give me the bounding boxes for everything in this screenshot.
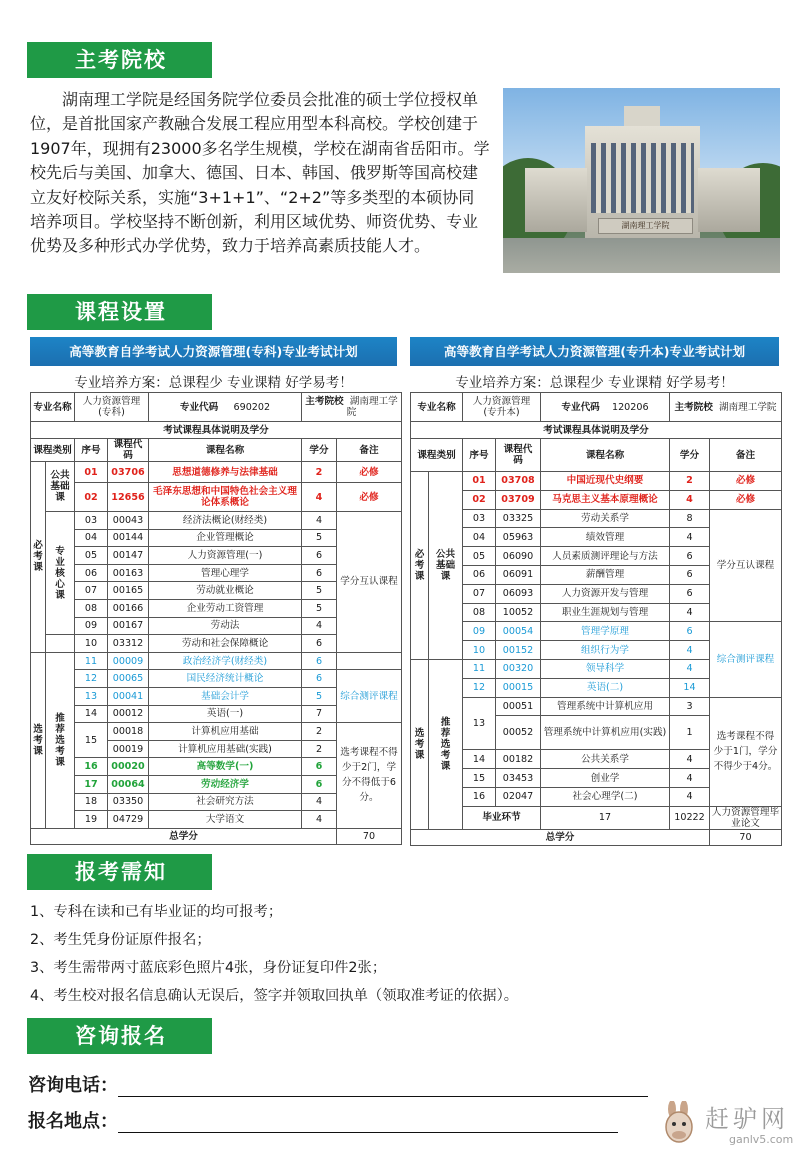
course-credit: 4 — [302, 617, 337, 635]
section-header-school: 主考院校 — [27, 42, 212, 78]
building-wing — [525, 168, 587, 232]
school-plaque: 湖南理工学院 — [598, 218, 693, 234]
course-seq: 02 — [75, 483, 108, 512]
course-seq: 04 — [75, 529, 108, 547]
major-code-value: 690202 — [233, 401, 271, 413]
course-seq: 08 — [463, 603, 496, 622]
course-name: 劳动关系学 — [541, 509, 670, 528]
consult-address-label: 报名地点： — [28, 1111, 118, 1132]
course-name: 薪酬管理 — [541, 565, 670, 584]
course-credit: 4 — [670, 528, 710, 547]
consult-address-row — [28, 1107, 618, 1133]
major-value: 人力资源管理 (专升本) — [463, 393, 541, 422]
course-code: 02047 — [496, 787, 541, 806]
course-credit: 4 — [670, 659, 710, 678]
category-elective: 选考课 — [411, 659, 429, 829]
course-name: 计算机应用基础(实践) — [149, 740, 302, 758]
course-name: 企业管理概论 — [149, 529, 302, 547]
course-seq: 09 — [75, 617, 108, 635]
table-row — [31, 393, 402, 422]
course-note: 选考课程不得少于1门，学分不得少于4分。 — [710, 697, 782, 806]
zk-plan-table — [30, 392, 402, 845]
course-seq: 11 — [75, 652, 108, 670]
section-header-consult: 咨询报名 — [27, 1018, 212, 1054]
course-name: 大学语文 — [149, 811, 302, 829]
course-name: 创业学 — [541, 769, 670, 788]
course-seq: 13 — [463, 697, 496, 750]
course-seq: 18 — [75, 793, 108, 811]
table-row — [31, 512, 402, 530]
building-wing — [698, 168, 760, 232]
course-name: 劳动和社会保障概论 — [149, 635, 302, 653]
course-credit: 1 — [670, 716, 710, 750]
category-recommended: 推荐选考课 — [429, 659, 463, 829]
table-row — [411, 697, 782, 716]
course-seq: 08 — [75, 599, 108, 617]
course-code: 00064 — [108, 775, 149, 793]
building-windows — [591, 143, 694, 213]
table-row — [31, 723, 402, 741]
section-header-courses: 课程设置 — [27, 294, 212, 330]
zk-table-subtitle: 专业培养方案：总课程少 专业课精 好学易考！ — [74, 375, 353, 391]
course-name: 管理系统中计算机应用(实践) — [541, 716, 670, 750]
course-seq: 11 — [463, 659, 496, 678]
empty-cell — [337, 652, 402, 670]
course-name: 马克思主义基本原理概论 — [541, 490, 670, 509]
header-code: 课程代码 — [496, 439, 541, 472]
header-note: 备注 — [710, 439, 782, 472]
course-credit: 6 — [670, 622, 710, 641]
course-credit: 7 — [302, 705, 337, 723]
course-credit: 3 — [670, 697, 710, 716]
requirement-item: 1、专科在读和已有毕业证的均可报考； — [30, 904, 283, 920]
course-code: 00015 — [496, 678, 541, 697]
header-credit: 学分 — [670, 439, 710, 472]
major-code-label: 专业代码 — [179, 401, 219, 413]
course-credit: 14 — [670, 678, 710, 697]
course-name: 职业生涯规划与管理 — [541, 603, 670, 622]
course-code: 04729 — [108, 811, 149, 829]
school-value: 湖南理工学院 — [718, 401, 777, 413]
course-code: 06093 — [496, 584, 541, 603]
course-seq: 06 — [463, 565, 496, 584]
table-row — [31, 422, 402, 439]
course-code: 00165 — [108, 582, 149, 600]
course-credit: 6 — [670, 547, 710, 566]
course-code: 03350 — [108, 793, 149, 811]
section-header-requirements: 报考需知 — [27, 854, 212, 890]
school-cell — [302, 393, 402, 422]
course-code: 00144 — [108, 529, 149, 547]
course-seq: 09 — [463, 622, 496, 641]
course-name: 劳动就业概论 — [149, 582, 302, 600]
zk-table-title: 高等教育自学考试人力资源管理(专科)专业考试计划 — [30, 337, 397, 366]
course-code: 00018 — [108, 723, 149, 741]
course-seq: 15 — [463, 769, 496, 788]
course-note: 必修 — [337, 483, 402, 512]
course-note: 必修 — [710, 490, 782, 509]
course-credit: 6 — [302, 652, 337, 670]
course-note: 必修 — [710, 472, 782, 491]
plaza — [503, 238, 780, 273]
course-note: 综合测评课程 — [337, 670, 402, 723]
zsb-plan-table — [410, 392, 782, 846]
table-row — [411, 622, 782, 641]
course-credit: 5 — [302, 687, 337, 705]
course-code: 00052 — [496, 716, 541, 750]
course-credit: 4 — [302, 811, 337, 829]
table-row — [31, 828, 402, 844]
course-seq: 16 — [75, 758, 108, 776]
course-note: 必修 — [337, 462, 402, 483]
course-credit: 4 — [670, 490, 710, 509]
course-name: 英语(一) — [149, 705, 302, 723]
course-credit: 2 — [302, 462, 337, 483]
course-name: 人力资源管理(一) — [149, 547, 302, 565]
table-row — [411, 490, 782, 509]
major-code-value: 120206 — [611, 401, 649, 413]
course-name: 中国近现代史纲要 — [541, 472, 670, 491]
table-row — [411, 422, 782, 439]
site-logo[interactable] — [655, 1095, 795, 1155]
course-code: 03708 — [496, 472, 541, 491]
course-name: 社会研究方法 — [149, 793, 302, 811]
zsb-table-title: 高等教育自学考试人力资源管理(专升本)专业考试计划 — [410, 337, 779, 366]
course-seq: 05 — [75, 547, 108, 565]
total-value: 70 — [337, 828, 402, 844]
table-row — [411, 509, 782, 528]
course-name: 公共关系学 — [541, 750, 670, 769]
course-seq: 14 — [75, 705, 108, 723]
table-row — [411, 806, 782, 829]
category-required: 必考课 — [31, 462, 46, 653]
course-name: 英语(二) — [541, 678, 670, 697]
course-name: 国民经济统计概论 — [149, 670, 302, 688]
major-code-label: 专业代码 — [561, 401, 600, 413]
course-code: 12656 — [108, 483, 149, 512]
logo-text: 赶驴网 — [705, 1105, 789, 1133]
course-credit: 6 — [302, 564, 337, 582]
course-code: 00043 — [108, 512, 149, 530]
course-code: 00019 — [108, 740, 149, 758]
major-code-cell — [149, 393, 302, 422]
course-note: 选考课程不得少于2门，学分不得低于6分。 — [337, 723, 402, 829]
table-row — [411, 829, 782, 845]
course-credit: 2 — [670, 472, 710, 491]
category-public: 公共基础课 — [429, 472, 463, 660]
course-credit: 2 — [302, 740, 337, 758]
donkey-icon — [660, 1101, 698, 1145]
course-name: 政治经济学(财经类) — [149, 652, 302, 670]
course-seq: 15 — [75, 723, 108, 758]
course-name: 管理系统中计算机应用 — [541, 697, 670, 716]
major-label: 专业名称 — [31, 393, 75, 422]
course-seq: 05 — [463, 547, 496, 566]
course-code: 00152 — [496, 641, 541, 660]
course-seq: 16 — [463, 787, 496, 806]
course-seq: 01 — [75, 462, 108, 483]
course-name: 毛泽东思想和中国特色社会主义理论体系概论 — [149, 483, 302, 512]
course-note: 综合测评课程 — [710, 622, 782, 697]
course-code: 03312 — [108, 635, 149, 653]
table-row — [31, 439, 402, 462]
table-row — [31, 670, 402, 688]
course-code: 00163 — [108, 564, 149, 582]
category-required: 必考课 — [411, 472, 429, 660]
requirement-item: 2、考生凭身份证原件报名； — [30, 932, 211, 948]
course-code: 00009 — [108, 652, 149, 670]
course-code: 10052 — [496, 603, 541, 622]
course-name: 思想道德修养与法律基础 — [149, 462, 302, 483]
course-name: 经济法概论(财经类) — [149, 512, 302, 530]
course-seq: 01 — [463, 472, 496, 491]
major-code-cell — [541, 393, 670, 422]
course-seq: 03 — [463, 509, 496, 528]
school-label: 主考院校 — [674, 401, 713, 413]
school-cell — [670, 393, 782, 422]
zsb-table-subtitle: 专业培养方案：总课程少 专业课精 好学易考！ — [455, 375, 734, 391]
course-name: 计算机应用基础 — [149, 723, 302, 741]
category-elective: 选考课 — [31, 652, 46, 828]
course-credit: 4 — [670, 641, 710, 660]
major-value: 人力资源管理 (专科) — [75, 393, 149, 422]
course-seq: 12 — [75, 670, 108, 688]
course-code: 00051 — [496, 697, 541, 716]
course-code: 03709 — [496, 490, 541, 509]
course-credit: 4 — [670, 750, 710, 769]
course-credit: 6 — [302, 670, 337, 688]
course-seq: 07 — [75, 582, 108, 600]
course-credit: 4 — [302, 483, 337, 512]
course-credit: 5 — [302, 582, 337, 600]
course-note: 学分互认课程 — [337, 512, 402, 653]
table-row — [411, 439, 782, 472]
course-seq: 06 — [75, 564, 108, 582]
course-seq: 17 — [541, 806, 670, 829]
requirement-item: 4、考生校对报名信息确认无误后，签字并领取回执单（领取准考证的依据）。 — [30, 988, 519, 1004]
course-credit: 6 — [302, 758, 337, 776]
course-code: 06091 — [496, 565, 541, 584]
course-credit: 6 — [302, 635, 337, 653]
consult-phone-label: 咨询电话： — [28, 1075, 118, 1096]
course-name: 人员素质测评理论与方法 — [541, 547, 670, 566]
course-code: 03325 — [496, 509, 541, 528]
total-label: 总学分 — [411, 829, 710, 845]
major-label: 专业名称 — [411, 393, 463, 422]
school-intro: 湖南理工学院是经国务院学位委员会批准的硕士学位授权单位，是首批国家产教融合发展工程应用型本科高校。学校创建于1907年，现拥有23000多名学生规模，学校在湖南省岳阳市。学校先后与美国、加拿大、德国、日本、韩国、俄罗斯等国高校建立友好校际关系，实施“3+1+1”、“2+2”等多类型的本硕协同培养项目。学校坚持不断创新，利用区域优势、师资优势、专业优势及多种形式办学优势，致力于培养高素质技能人才。 — [30, 90, 490, 256]
header-seq: 序号 — [463, 439, 496, 472]
course-seq: 14 — [463, 750, 496, 769]
course-note: 学分互认课程 — [710, 509, 782, 622]
course-code: 10222 — [670, 806, 710, 829]
campus-photo — [503, 88, 780, 273]
course-seq: 13 — [75, 687, 108, 705]
course-seq: 12 — [463, 678, 496, 697]
course-seq: 03 — [75, 512, 108, 530]
category-core: 专业核心课 — [46, 512, 75, 635]
header-name: 课程名称 — [541, 439, 670, 472]
course-code: 00020 — [108, 758, 149, 776]
header-note: 备注 — [337, 439, 402, 462]
course-code: 00166 — [108, 599, 149, 617]
course-name: 绩效管理 — [541, 528, 670, 547]
course-code: 00012 — [108, 705, 149, 723]
course-credit: 6 — [302, 547, 337, 565]
course-name: 劳动经济学 — [149, 775, 302, 793]
total-value: 70 — [710, 829, 782, 845]
category-public: 公共基础课 — [46, 462, 75, 512]
course-credit: 5 — [302, 529, 337, 547]
course-credit: 5 — [302, 599, 337, 617]
course-credit: 8 — [670, 509, 710, 528]
course-code: 06090 — [496, 547, 541, 566]
school-label: 主考院校 — [305, 396, 344, 407]
course-seq: 04 — [463, 528, 496, 547]
course-name: 管理学原理 — [541, 622, 670, 641]
header-seq: 序号 — [75, 439, 108, 462]
requirement-item: 3、考生需带两寸蓝底彩色照片4张，身份证复印件2张； — [30, 960, 387, 976]
course-code: 00182 — [496, 750, 541, 769]
category-graduation: 毕业环节 — [463, 806, 541, 829]
detail-label: 考试课程具体说明及学分 — [31, 422, 402, 439]
course-code: 00065 — [108, 670, 149, 688]
table-row — [31, 652, 402, 670]
table-row — [411, 393, 782, 422]
course-seq: 10 — [75, 635, 108, 653]
header-credit: 学分 — [302, 439, 337, 462]
course-code: 03706 — [108, 462, 149, 483]
category-recommended: 推荐选考课 — [46, 652, 75, 828]
course-code: 05963 — [496, 528, 541, 547]
course-name: 人力资源管理毕业论文 — [710, 806, 782, 829]
table-row — [31, 483, 402, 512]
empty-cell — [46, 635, 75, 653]
course-name: 组织行为学 — [541, 641, 670, 660]
school-value: 湖南理工学院 — [346, 396, 398, 418]
header-category: 课程类别 — [411, 439, 463, 472]
course-code: 00320 — [496, 659, 541, 678]
course-seq: 07 — [463, 584, 496, 603]
course-name: 领导科学 — [541, 659, 670, 678]
course-name: 劳动法 — [149, 617, 302, 635]
course-name: 企业劳动工资管理 — [149, 599, 302, 617]
course-name: 管理心理学 — [149, 564, 302, 582]
course-code: 00041 — [108, 687, 149, 705]
header-code: 课程代码 — [108, 439, 149, 462]
course-credit: 4 — [670, 787, 710, 806]
header-category: 课程类别 — [31, 439, 75, 462]
consult-phone-field[interactable] — [118, 1079, 648, 1097]
table-row — [31, 462, 402, 483]
total-label: 总学分 — [31, 828, 337, 844]
course-credit: 4 — [302, 793, 337, 811]
course-credit: 6 — [670, 584, 710, 603]
course-credit: 2 — [302, 723, 337, 741]
table-row — [411, 472, 782, 491]
header-name: 课程名称 — [149, 439, 302, 462]
course-name: 社会心理学(二) — [541, 787, 670, 806]
course-seq: 10 — [463, 641, 496, 660]
course-code: 00054 — [496, 622, 541, 641]
detail-label: 考试课程具体说明及学分 — [411, 422, 782, 439]
course-credit: 4 — [670, 769, 710, 788]
course-seq: 19 — [75, 811, 108, 829]
consult-address-field[interactable] — [118, 1115, 618, 1133]
course-name: 高等数学(一) — [149, 758, 302, 776]
course-credit: 4 — [670, 603, 710, 622]
course-credit: 4 — [302, 512, 337, 530]
course-credit: 6 — [302, 775, 337, 793]
course-code: 03453 — [496, 769, 541, 788]
course-name: 人力资源开发与管理 — [541, 584, 670, 603]
course-seq: 02 — [463, 490, 496, 509]
course-code: 00147 — [108, 547, 149, 565]
consult-phone-row — [28, 1071, 648, 1097]
course-credit: 6 — [670, 565, 710, 584]
course-code: 00167 — [108, 617, 149, 635]
course-seq: 17 — [75, 775, 108, 793]
logo-url: ganlv5.com — [729, 1133, 794, 1146]
course-name: 基础会计学 — [149, 687, 302, 705]
